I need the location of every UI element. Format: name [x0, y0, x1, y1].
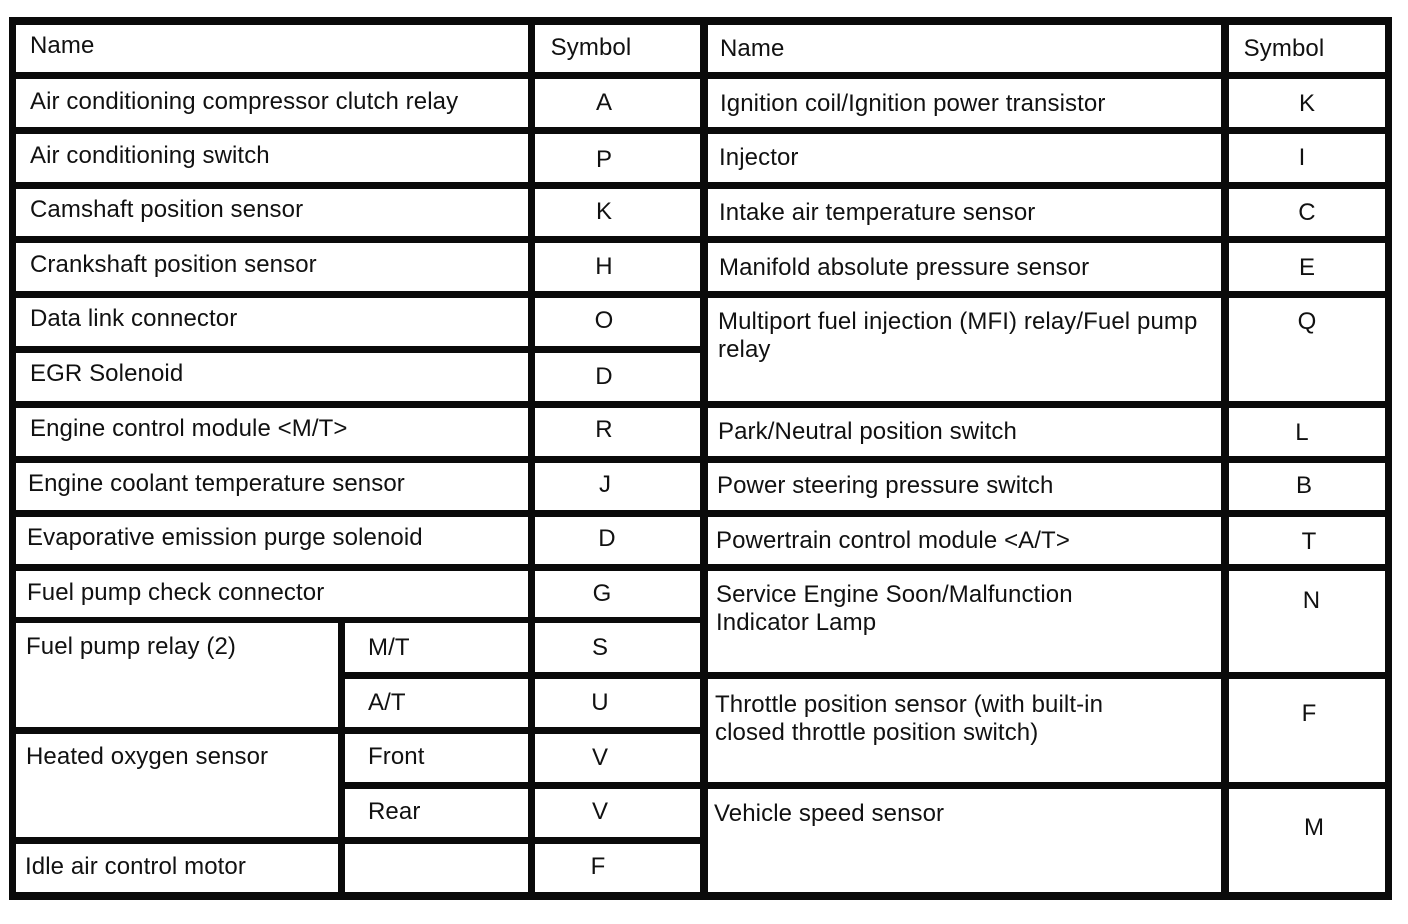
left-header-name: Name — [30, 32, 95, 59]
left-row-name: Crankshaft position sensor — [30, 251, 317, 278]
left-row-name: Heated oxygen sensor — [26, 743, 269, 770]
left-row-symbol: V — [591, 798, 609, 825]
left-row-name: EGR Solenoid — [30, 360, 184, 387]
left-row-symbol: F — [590, 853, 606, 880]
right-row-symbol: C — [1298, 199, 1316, 226]
left-sub-name: Front — [368, 743, 425, 770]
left-row-rule — [9, 456, 708, 463]
right-row-name: Powertrain control module <A/T> — [716, 527, 1070, 554]
right-row-name: Park/Neutral position switch — [718, 418, 1017, 445]
right-row-symbol: K — [1298, 90, 1316, 117]
right-row-name: Manifold absolute pressure sensor — [719, 254, 1090, 281]
right-row-name: Multiport fuel injection (MFI) relay/Fuel pump relay — [718, 308, 1198, 363]
left-header-symbol: Symbol — [550, 34, 632, 61]
right-row-name: Injector — [719, 144, 799, 171]
left-row-rule — [9, 236, 708, 243]
right-row-symbol: B — [1295, 472, 1313, 499]
left-row-symbol: A — [595, 89, 613, 116]
right-row-rule — [700, 456, 1392, 463]
left-row-rule — [9, 617, 708, 623]
left-row-name: Engine coolant temperature sensor — [28, 470, 405, 497]
left-row-name: Engine control module <M/T> — [30, 415, 348, 442]
left-row-symbol: D — [598, 525, 616, 552]
right-row-rule — [700, 127, 1392, 134]
right-row-rule — [700, 510, 1392, 517]
left-row-name: Fuel pump check connector — [27, 579, 325, 606]
right-row-name: Ignition coil/Ignition power transistor — [720, 90, 1106, 117]
right-row-rule — [700, 564, 1392, 571]
right-row-rule — [700, 72, 1392, 79]
left-row-rule — [9, 291, 708, 298]
left-row-symbol: D — [595, 363, 613, 390]
left-row-symbol: H — [595, 253, 613, 280]
left-row-symbol: S — [591, 634, 609, 661]
left-row-rule — [9, 72, 708, 79]
right-row-symbol: M — [1303, 814, 1325, 841]
left-row-symbol: P — [595, 146, 613, 173]
left-row-rule — [9, 346, 708, 353]
right-row-rule — [700, 291, 1392, 298]
left-row-rule — [9, 401, 708, 408]
left-sub-name: Rear — [368, 798, 421, 825]
right-row-rule — [700, 672, 1392, 679]
right-row-symbol: E — [1298, 254, 1316, 281]
left-row-name: Camshaft position sensor — [30, 196, 304, 223]
left-row-name: Data link connector — [30, 305, 238, 332]
left-row-symbol: V — [591, 744, 609, 771]
left-row-name: Fuel pump relay (2) — [26, 633, 236, 660]
left-row-name: Idle air control motor — [25, 853, 246, 880]
right-row-name: Power steering pressure switch — [717, 472, 1054, 499]
left-row-symbol: O — [594, 307, 614, 334]
left-row-rule — [9, 727, 708, 734]
right-row-rule — [700, 182, 1392, 189]
right-row-symbol: F — [1301, 700, 1317, 727]
left-row-symbol: U — [591, 689, 609, 716]
right-row-symbol: T — [1301, 528, 1317, 555]
right-row-name: Service Engine Soon/Malfunction Indicator Lamp — [716, 581, 1073, 636]
right-row-symbol: I — [1298, 144, 1306, 171]
right-row-name: Vehicle speed sensor — [714, 800, 945, 827]
right-row-rule — [700, 401, 1392, 408]
left-row-rule — [9, 127, 708, 134]
sub-col-divider — [338, 617, 345, 900]
left-row-name: Air conditioning switch — [30, 142, 270, 169]
left-row-rule — [9, 182, 708, 189]
left-row-symbol: R — [595, 416, 613, 443]
right-row-rule — [700, 782, 1392, 789]
right-row-name: Throttle position sensor (with built-in closed throttle position switch) — [715, 691, 1104, 746]
left-row-rule — [9, 564, 708, 571]
right-row-symbol: L — [1295, 419, 1309, 446]
left-row-name: Evaporative emission purge solenoid — [27, 524, 423, 551]
right-row-symbol: Q — [1297, 308, 1317, 335]
right-header-name: Name — [720, 35, 785, 62]
left-row-rule — [9, 837, 708, 844]
left-row-symbol: K — [595, 198, 613, 225]
right-row-name: Intake air temperature sensor — [719, 199, 1036, 226]
left-row-symbol: J — [598, 471, 612, 498]
left-row-name: Air conditioning compressor clutch relay — [30, 88, 459, 115]
left-sub-rule — [338, 782, 708, 789]
left-sub-name: A/T — [368, 689, 406, 716]
left-row-rule — [9, 510, 708, 517]
left-sub-name: M/T — [368, 634, 410, 661]
left-sub-rule — [338, 672, 708, 679]
left-row-symbol: G — [592, 580, 612, 607]
right-row-rule — [700, 236, 1392, 243]
right-row-symbol: N — [1302, 587, 1321, 614]
right-header-symbol: Symbol — [1243, 35, 1325, 62]
